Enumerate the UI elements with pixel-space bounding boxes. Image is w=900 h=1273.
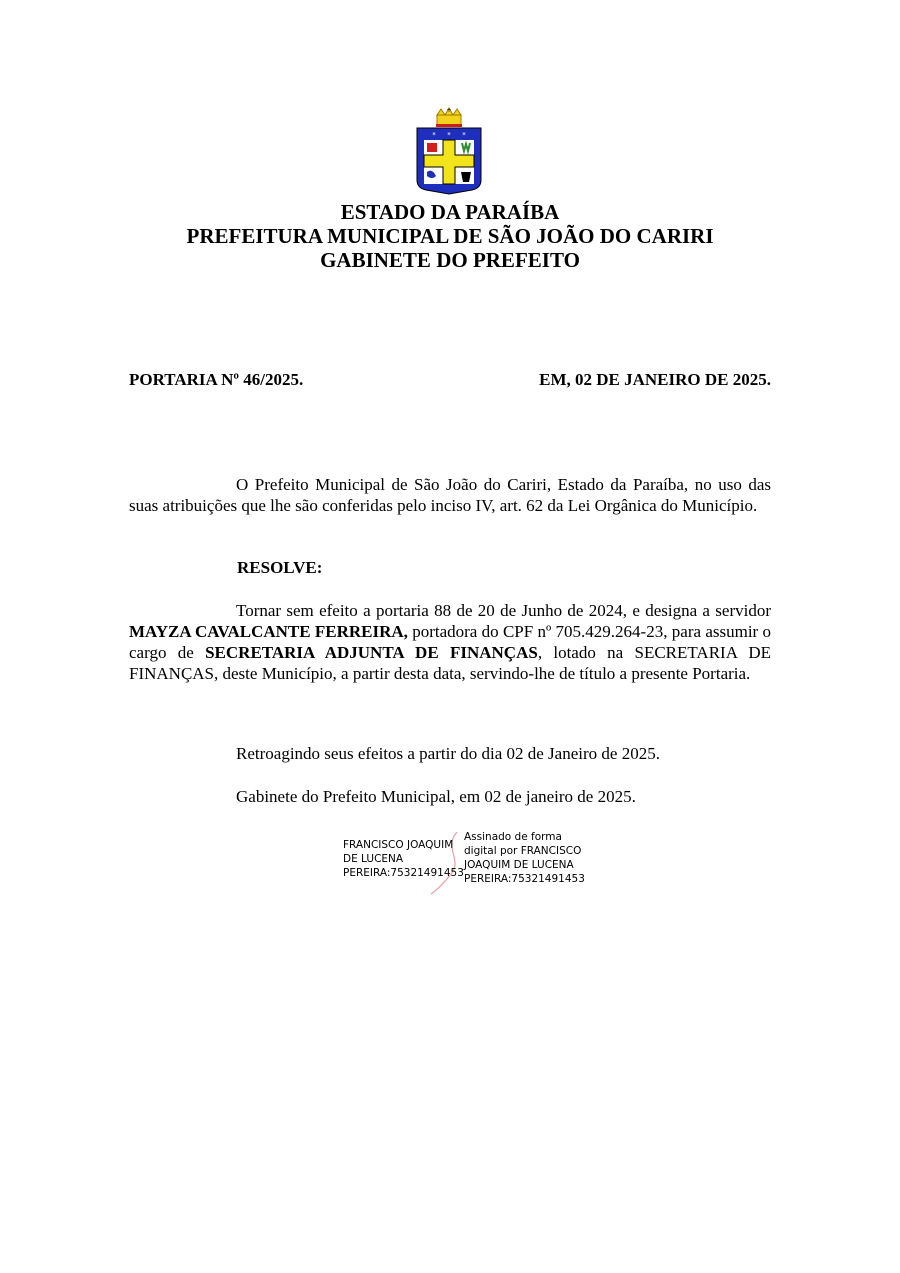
decision-text-a: Tornar sem efeito a portaria 88 de 20 de Junho de 2024, e designa a servidor bbox=[236, 601, 771, 620]
svg-text:*: * bbox=[432, 131, 436, 139]
signature-detail-1: Assinado de forma bbox=[464, 831, 562, 843]
svg-text:+: + bbox=[446, 107, 452, 114]
coat-of-arms-icon bbox=[412, 106, 486, 196]
signer-line-1: FRANCISCO JOAQUIM bbox=[343, 839, 454, 851]
signature-detail-4: PEREIRA:75321491453 bbox=[464, 873, 585, 885]
svg-text:*: * bbox=[462, 131, 466, 139]
digital-signature bbox=[343, 830, 593, 892]
decision-text-b: portadora do CPF nº 705.429.264-23, para assumir o cargo de bbox=[129, 622, 771, 662]
signature-detail-2: digital por FRANCISCO bbox=[464, 845, 582, 857]
state-heading: ESTADO DA PARAÍBA bbox=[340, 200, 560, 224]
signature-detail-3: JOAQUIM DE LUCENA bbox=[464, 859, 574, 871]
signer-line-2: DE LUCENA bbox=[343, 853, 404, 865]
signer-name-block bbox=[343, 838, 468, 880]
ordinance-date: EM, 02 DE JANEIRO DE 2025. bbox=[539, 370, 771, 389]
decision-paragraph bbox=[129, 600, 771, 684]
ordinance-number: PORTARIA Nº 46/2025. bbox=[129, 370, 304, 389]
closing-line: Gabinete do Prefeito Municipal, em 02 de janeiro de 2025. bbox=[236, 787, 636, 806]
svg-text:*: * bbox=[447, 131, 451, 139]
decision-text-c: , lotado na SECRETARIA DE FINANÇAS, deste Município, a partir desta data, servindo-lhe de título a presente Portaria. bbox=[129, 643, 771, 683]
office-heading: GABINETE DO PREFEITO bbox=[320, 248, 580, 272]
city-hall-heading: PREFEITURA MUNICIPAL DE SÃO JOÃO DO CARIRI bbox=[186, 224, 714, 248]
intro-paragraph bbox=[129, 474, 771, 516]
employee-name: MAYZA CAVALCANTE FERREIRA, bbox=[129, 622, 408, 641]
signature-details-block bbox=[464, 830, 594, 886]
resolve-heading: RESOLVE: bbox=[237, 558, 323, 577]
intro-text: O Prefeito Municipal de São João do Cariri, Estado da Paraíba, no uso das suas atribuições que lhe são conferidas pelo inciso IV, art. 62 da Lei Orgânica do Município. bbox=[129, 475, 771, 515]
retroactive-clause: Retroagindo seus efeitos a partir do dia 02 de Janeiro de 2025. bbox=[236, 744, 660, 763]
signer-line-3: PEREIRA:75321491453 bbox=[343, 867, 464, 879]
position-title: SECRETARIA ADJUNTA DE FINANÇAS bbox=[205, 643, 538, 662]
